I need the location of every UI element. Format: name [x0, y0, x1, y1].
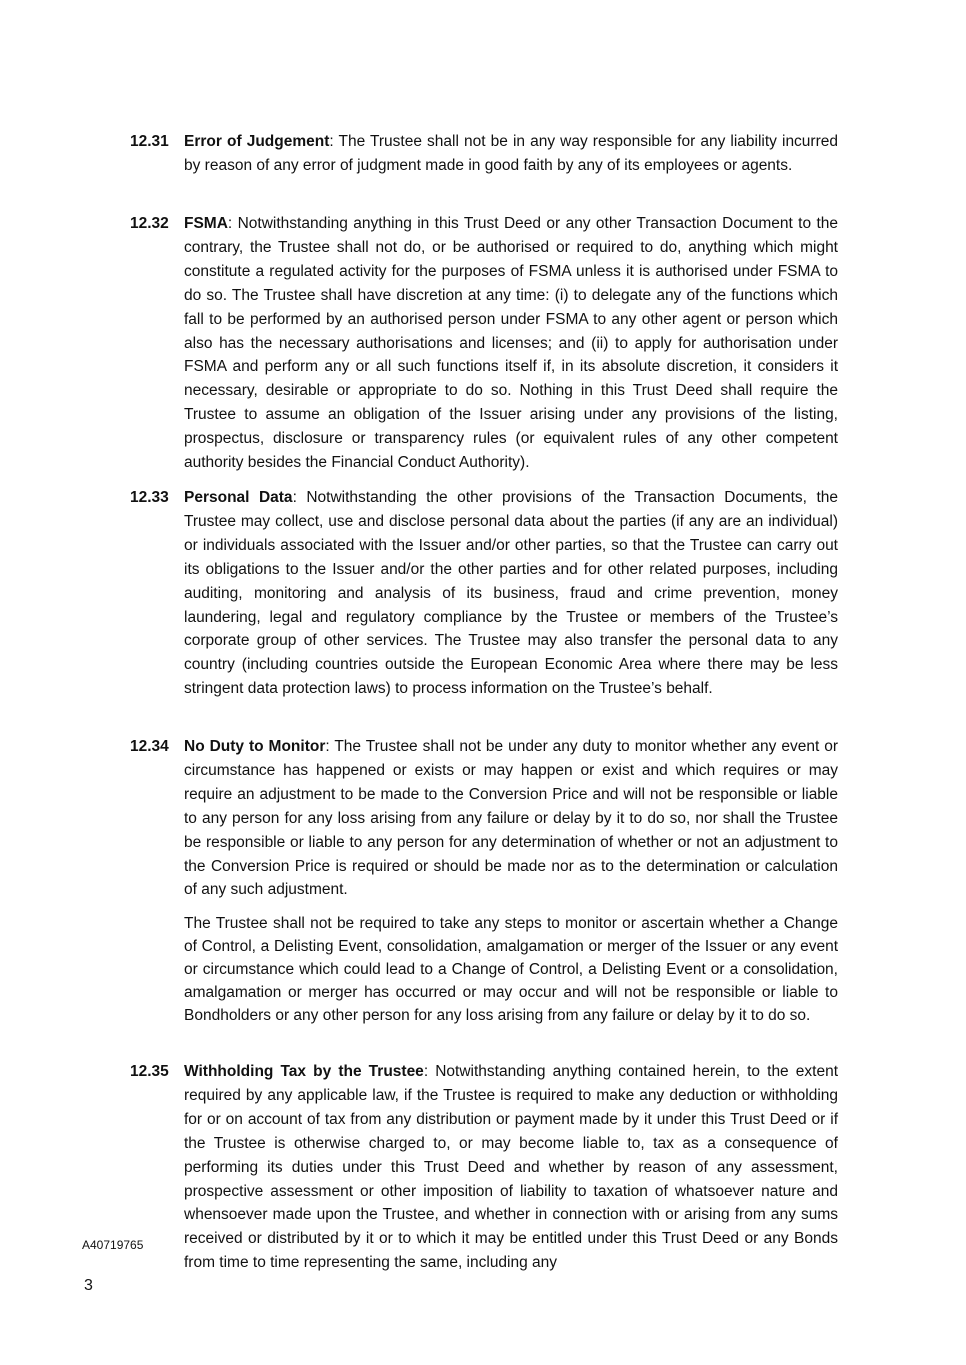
clause-12-33	[130, 486, 838, 701]
clause-number: 12.35	[130, 1063, 169, 1080]
clause-12-34-continuation	[130, 912, 838, 1027]
clause-text: : The Trustee shall not be under any duty to monitor whether any event or circumstance has happened or exists or may happen or exist and which requires or may require an adjustment to be made to the Conversion Price and will not be responsible or liable to any person for any loss arising from any failure or delay by it to do so, nor shall the Trustee be responsible or liable to any person for any determination of whether or not an adjustment to the Conversion Price is required or should be made nor as to the determination or calculation of any such adjustment.	[184, 738, 838, 899]
clause-12-35	[130, 1060, 838, 1275]
clause-heading: Personal Data	[184, 489, 293, 506]
clause-heading: FSMA	[184, 215, 228, 232]
clause-text: : The Trustee shall not be in any way responsible for any liability incurred by reason of any error of judgment made in good faith by any of its employees or agents.	[184, 133, 838, 174]
clause-heading: Error of Judgement	[184, 133, 330, 150]
clause-number: 12.31	[130, 133, 169, 150]
clause-text: : Notwithstanding anything in this Trust Deed or any other Transaction Document to the contrary, the Trustee shall not do, or be authorised or required to do, anything which might constitute a regulated activity for the purposes of FSMA unless it is authorised under FSMA to do so. The Trustee shall have discretion at any time: (i) to delegate any of the functions which fall to be performed by an authorised person under FSMA to any other agent or person which also has the necessary authorisations and licenses; and (ii) to apply for authorisation under FSMA and perform any or all such functions itself if, in its absolute discretion, it considers it necessary, desirable or appropriate to do so. Nothing in this Trust Deed shall require the Trustee to assume an obligation of the Issuer arising under any provisions of the listing, prospectus, disclosure or transparency rules (or equivalent rules of any other competent authority besides the Financial Conduct Authority).	[184, 215, 838, 472]
clause-12-34	[130, 735, 838, 902]
clause-continuation-text: The Trustee shall not be required to take any steps to monitor or ascertain whether a Change of Control, a Delisting Event, consolidation, amalgamation or merger of the Issuer or any event or circumstance which could lead to a Change of Control, a Delisting Event or a consolidation, amalgamation or merger has occurred or may occur and will not be responsible or liable to Bondholders or any other person for any loss arising from any failure or delay by it to do so.	[184, 915, 838, 1024]
clause-body	[184, 486, 838, 701]
clause-number: 12.34	[130, 738, 169, 755]
clause-body	[184, 735, 838, 902]
clause-heading: Withholding Tax by the Trustee	[184, 1063, 424, 1080]
document-reference: A40719765	[82, 1238, 144, 1252]
clause-text: : Notwithstanding anything contained herein, to the extent required by any applicable law, if the Trustee is required to make any deduction or withholding for or on account of tax from any distribution or payment made by it under this Trust Deed or if the Trustee is otherwise charged to, or may become liable to, tax as a consequence of performing its duties under this Trust Deed and whether by reason of any assessment, prospective assessment or other imposition of liability to taxation of whatsoever nature and whensoever made upon the Trustee, and whether in connection with or arising from any sums received or distributed by it or to which it may be entitled under this Trust Deed or any Bonds from time to time representing the same, including any	[184, 1063, 839, 1272]
clause-12-32	[130, 212, 838, 475]
clause-text: : Notwithstanding the other provisions of the Transaction Documents, the Trustee may collect, use and disclose personal data about the parties (if any are an individual) or individuals associated with the Issuer and/or other parties, so that the Trustee can carry out its obligations to the Issuer and/or the other parties and for other related purposes, including auditing, monitoring and analysis of its business, fraud and crime prevention, money laundering, legal and regulatory compliance by the Trustee or members of the Trustee’s corporate group of other services. The Trustee may also transfer the personal data to any country (including countries outside the European Economic Area where there may be less stringent data protection laws) to process information on the Trustee’s behalf.	[184, 489, 838, 698]
page-number: 3	[84, 1277, 93, 1294]
clause-heading: No Duty to Monitor	[184, 738, 326, 755]
clause-body	[184, 130, 838, 178]
clause-12-31	[130, 130, 838, 178]
clause-number: 12.32	[130, 215, 169, 232]
clause-number: 12.33	[130, 489, 169, 506]
clause-body	[184, 212, 838, 475]
clause-body	[184, 1060, 838, 1275]
